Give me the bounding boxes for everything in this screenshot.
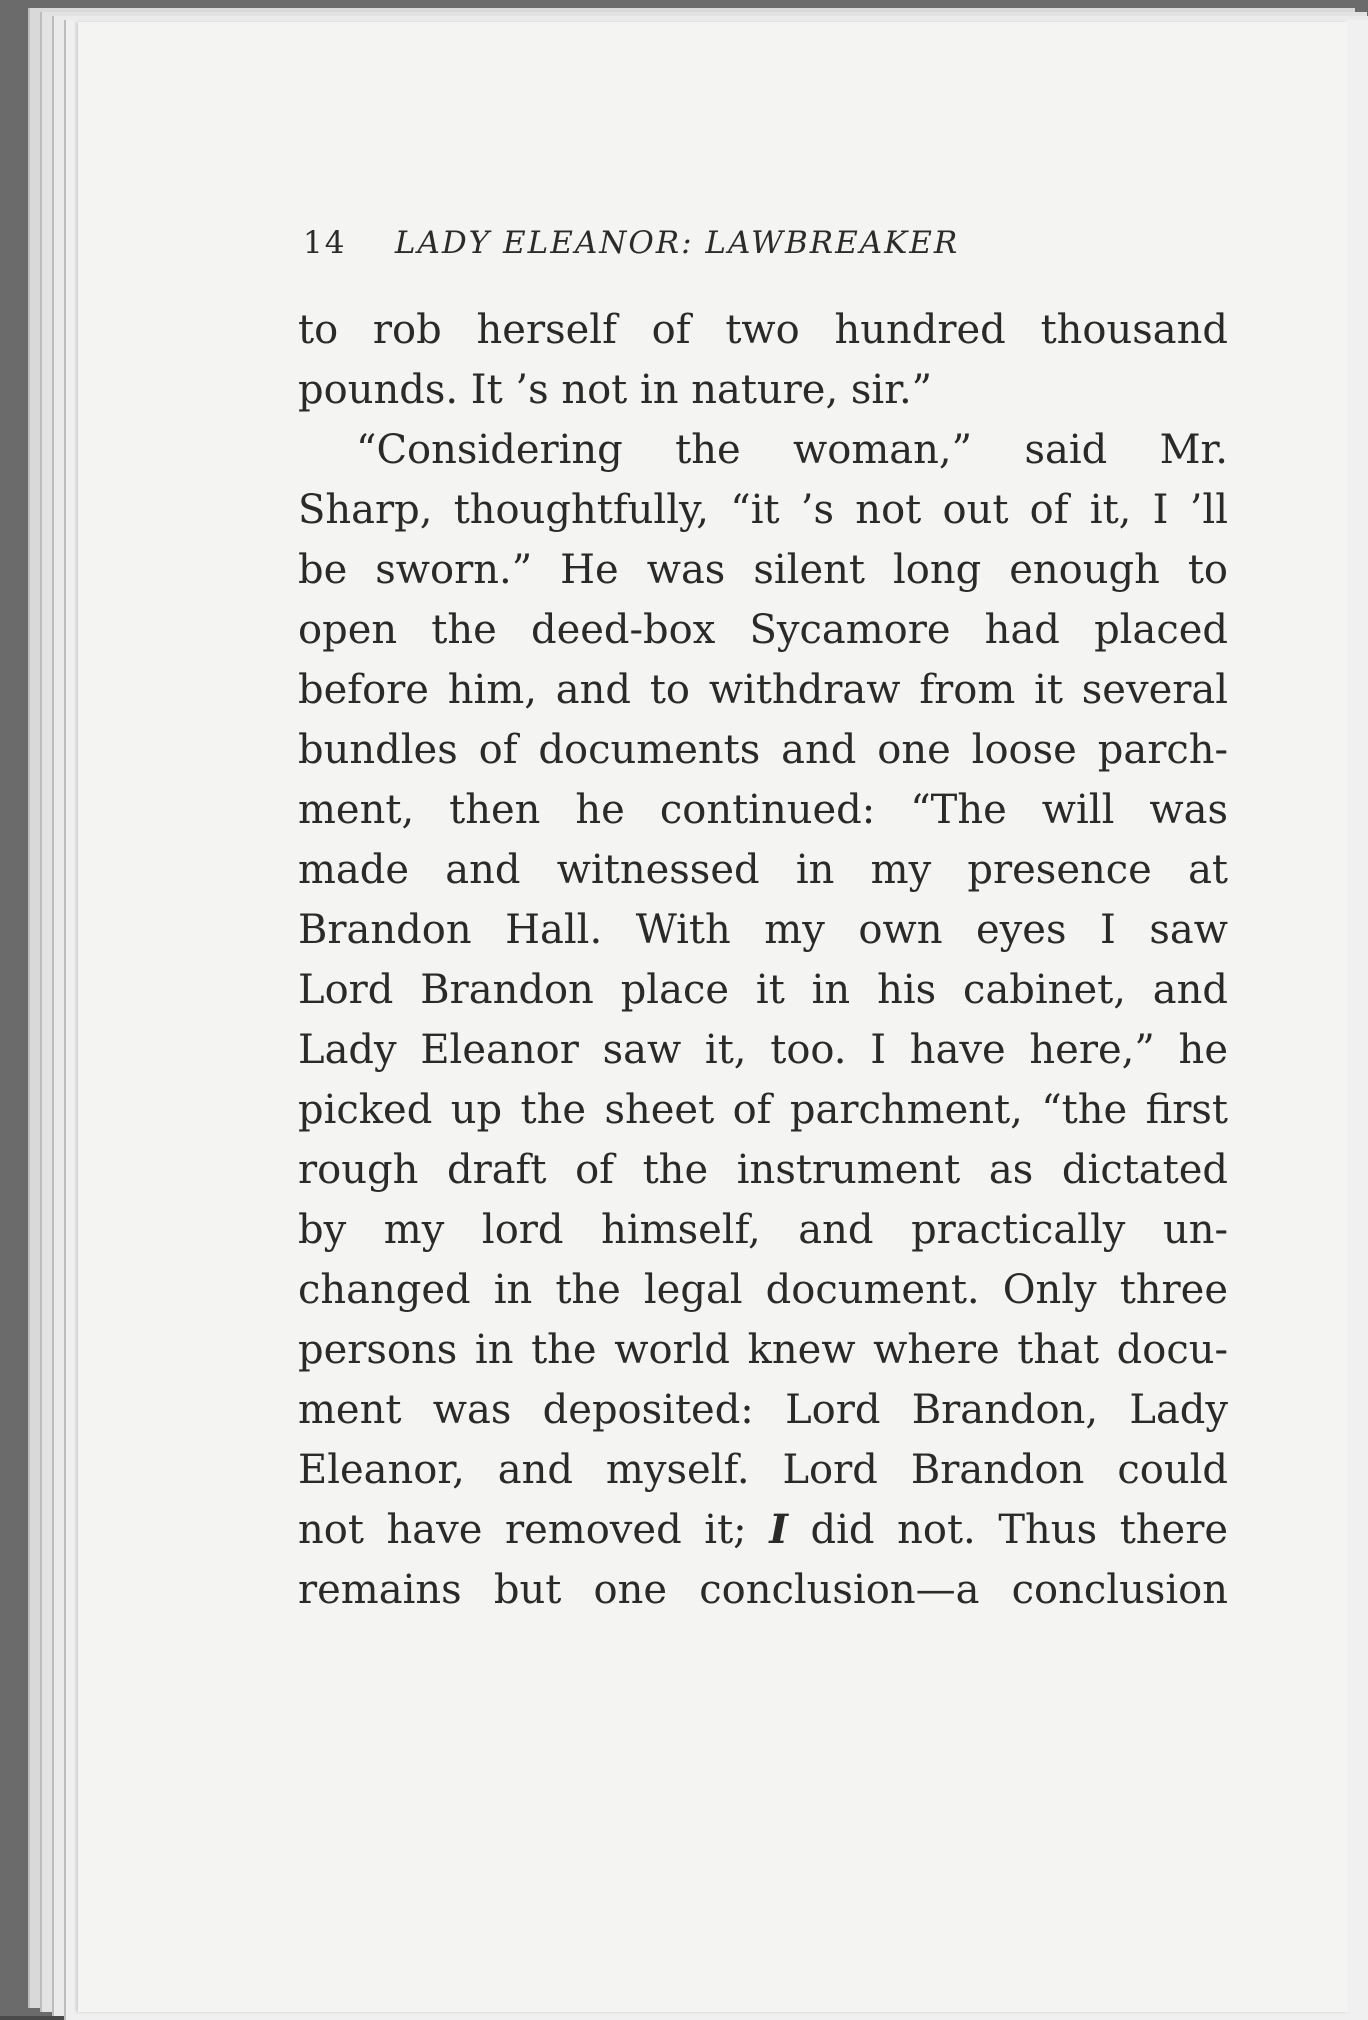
text-line: pounds. It ’s not in nature, sir.” bbox=[298, 367, 933, 413]
text-line: rough draft of the instrument as dictated bbox=[298, 1147, 1228, 1193]
text-line-with-emphasis bbox=[298, 1500, 1228, 1560]
running-title: LADY ELEANOR: LAWBREAKER bbox=[394, 225, 960, 261]
text-line: be sworn.” He was silent long enough to bbox=[298, 547, 1228, 593]
text-line: before him, and to withdraw from it several bbox=[298, 667, 1228, 713]
running-head bbox=[303, 225, 1103, 261]
text-line: remains but one conclusion—a conclusion bbox=[298, 1567, 1228, 1613]
text-line: Lady Eleanor saw it, too. I have here,” he bbox=[298, 1027, 1228, 1073]
text-line: Sharp, thoughtfully, “it ’s not out of it, I ’ll bbox=[298, 487, 1228, 533]
text-line: picked up the sheet of parchment, “the first bbox=[298, 1087, 1228, 1133]
text-line: “Considering the woman,” said Mr. bbox=[356, 427, 1228, 473]
text-line: Brandon Hall. With my own eyes I saw bbox=[298, 907, 1228, 953]
text-line: Eleanor, and myself. Lord Brandon could bbox=[298, 1447, 1228, 1493]
text-segment: did not. Thus there bbox=[787, 1507, 1228, 1553]
page-number: 14 bbox=[303, 225, 347, 261]
text-line: persons in the world knew where that docu- bbox=[298, 1327, 1228, 1373]
text-line: Lord Brandon place it in his cabinet, and bbox=[298, 967, 1228, 1013]
body-text bbox=[298, 300, 1228, 1620]
text-line: changed in the legal document. Only three bbox=[298, 1267, 1228, 1313]
text-line: open the deed-box Sycamore had placed bbox=[298, 607, 1228, 653]
text-line: bundles of documents and one loose parch- bbox=[298, 727, 1228, 773]
text-line: ment was deposited: Lord Brandon, Lady bbox=[298, 1387, 1228, 1433]
text-segment: not have removed it; bbox=[298, 1507, 770, 1553]
text-line: ment, then he continued: “The will was bbox=[298, 787, 1228, 833]
text-line: by my lord himself, and practically un- bbox=[298, 1207, 1228, 1253]
emphasized-word: I bbox=[769, 1506, 788, 1553]
text-line: made and witnessed in my presence at bbox=[298, 847, 1228, 893]
text-line: to rob herself of two hundred thousand bbox=[298, 307, 1228, 353]
